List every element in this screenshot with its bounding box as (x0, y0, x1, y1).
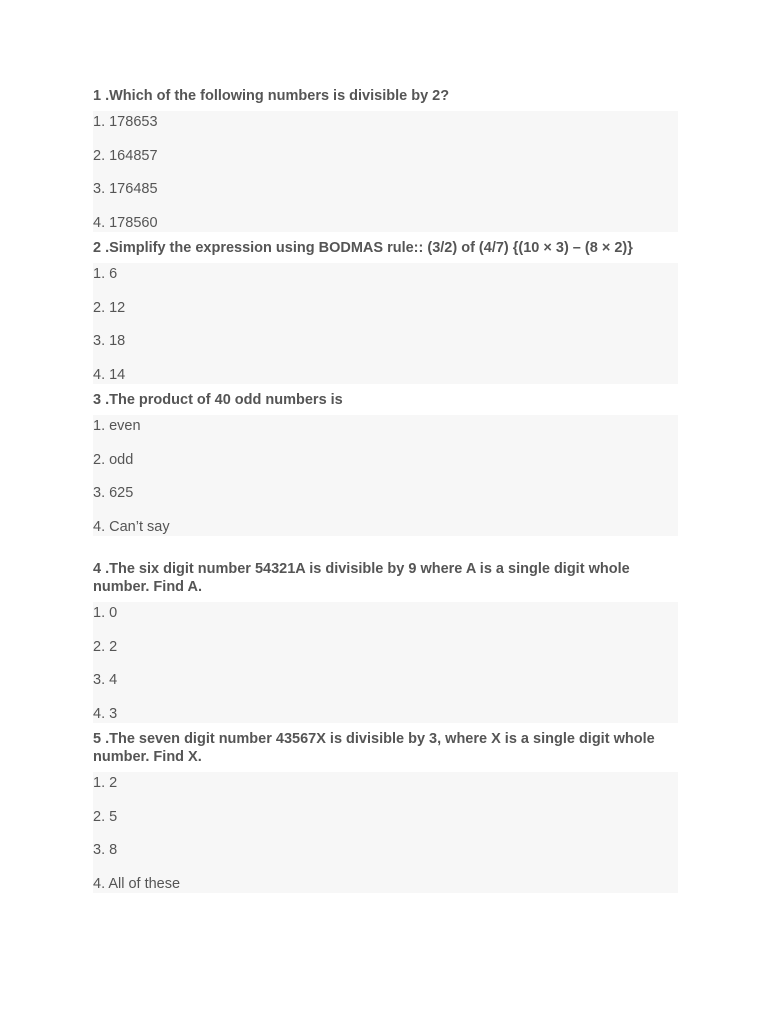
option-item[interactable]: 1. even (93, 418, 141, 434)
option-item[interactable]: 4. 3 (93, 706, 118, 723)
option-item[interactable]: 2. 5 (93, 808, 118, 825)
quiz-list (93, 86, 678, 893)
question-title: 3 .The product of 40 odd numbers is (93, 392, 343, 408)
option-item[interactable]: 2. odd (93, 451, 134, 468)
question-2 (93, 238, 678, 384)
option-item[interactable]: 3. 4 (93, 672, 118, 689)
question-title: 4 .The six digit number 54321A is divisible by 9 where A is a single digit whole number. Find A. (93, 561, 630, 595)
option-item[interactable]: 3. 176485 (93, 181, 158, 198)
option-item[interactable]: 1. 178653 (93, 114, 158, 130)
question-title: 1 .Which of the following numbers is divisible by 2? (93, 88, 450, 104)
question-5 (93, 729, 678, 893)
option-item[interactable]: 1. 0 (93, 605, 118, 621)
option-item[interactable]: 4. Can’t say (93, 519, 170, 536)
option-item[interactable]: 4. 178560 (93, 215, 158, 232)
option-item[interactable]: 1. 6 (93, 266, 118, 282)
option-item[interactable]: 3. 18 (93, 333, 126, 350)
options-list (93, 111, 678, 232)
question-title: 5 .The seven digit number 43567X is divisible by 3, where X is a single digit whole number. Find X. (93, 731, 655, 765)
option-item[interactable]: 1. 2 (93, 775, 118, 791)
options-list (93, 415, 678, 536)
question-4 (93, 559, 678, 723)
options-list (93, 602, 678, 723)
option-item[interactable]: 3. 625 (93, 485, 134, 502)
question-title: 2 .Simplify the expression using BODMAS rule:: (3/2) of (4/7) {(10 × 3) – (8 × 2)} (93, 240, 633, 256)
question-3 (93, 390, 678, 536)
option-item[interactable]: 4. All of these (93, 876, 181, 893)
question-1 (93, 86, 678, 232)
option-item[interactable]: 4. 14 (93, 367, 126, 384)
option-item[interactable]: 2. 164857 (93, 147, 158, 164)
option-item[interactable]: 3. 8 (93, 842, 118, 859)
options-list (93, 263, 678, 384)
option-item[interactable]: 2. 2 (93, 638, 118, 655)
options-list (93, 772, 678, 893)
option-item[interactable]: 2. 12 (93, 299, 126, 316)
